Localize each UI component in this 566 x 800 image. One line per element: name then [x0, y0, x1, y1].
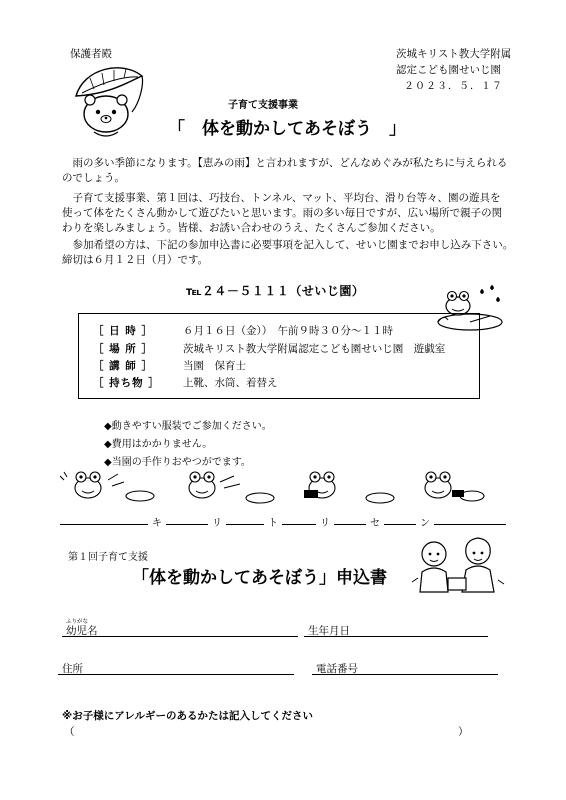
children-illustration	[408, 532, 508, 596]
cut-line-char: ト	[264, 516, 282, 532]
detail-row-instructor	[93, 359, 246, 373]
detail-row-items	[93, 376, 278, 390]
body-paragraph: のでしょう。	[62, 172, 125, 184]
cut-line-char: キ	[148, 516, 166, 532]
page-title: 「 体を動かしてあそぼう 」	[168, 119, 406, 139]
cut-line-rule	[60, 524, 506, 525]
child-name-field[interactable]	[62, 636, 298, 637]
allergy-paren-open: （	[64, 726, 75, 738]
body-paragraph: 使って体をたくさん動かして遊びたいと思います。雨の多い毎日ですが、広い場所で親子の関	[62, 207, 503, 219]
allergy-label: ※お子様にアレルギーのあるかたは記入してください	[62, 710, 314, 722]
name-furigana: ふりがな	[66, 619, 89, 625]
body-paragraph: 参加希望の方は、下記の参加申込書に必要事項を記入して、せいじ園までお申し込み下さい。	[62, 239, 514, 251]
body-paragraph: 雨の多い季節になります。【恵みの雨】と言われますが、どんなめぐみが私たちに与えられる	[62, 157, 508, 169]
event-details-box	[78, 313, 480, 399]
detail-label: ［ 持ち物 ］	[93, 377, 160, 389]
detail-value: 茨城キリスト教大学附属認定こども園せいじ園 遊戯室	[183, 343, 446, 355]
phone-field[interactable]	[312, 674, 498, 675]
detail-value: 上靴、水筒、着替え	[183, 377, 278, 389]
body-paragraph: 子育て支援事業、第１回は、巧技台、トンネル、マット、平均台、滑り台等々、園の遊具を	[62, 192, 501, 204]
body-paragraph: わりを楽しみましょう。皆様、お誘い合わせのうえ、たくさんご参加ください。	[62, 222, 441, 234]
organization-name: 茨城キリスト教大学附属	[396, 48, 512, 60]
note-item: ◆当園の手作りおやつがでます。	[104, 457, 251, 468]
detail-label: ［ 講 師 ］	[93, 360, 153, 372]
detail-label: ［ 場 所 ］	[93, 343, 153, 355]
issue-date: ２０２３．５．１７	[404, 81, 503, 92]
child-name-label: 幼児名	[66, 625, 98, 637]
form-series: 第１回子育て支援	[68, 552, 148, 563]
detail-label: ［ 日 時 ］	[93, 325, 153, 337]
organization-subname: 認定こども園せいじ園	[396, 64, 501, 76]
allergy-paren-close: ）	[458, 726, 469, 738]
form-title: 「体を動かしてあそぼう」申込書	[132, 568, 387, 588]
birthdate-field[interactable]	[304, 636, 488, 637]
birthdate-label: 生年月日	[308, 625, 350, 637]
frog-border-illustration	[60, 462, 490, 506]
cut-line-char: リ	[208, 516, 226, 532]
cut-line-char: セ	[366, 516, 384, 532]
detail-value: ６月１６日（金）） 午前９時３０分～１１時	[183, 325, 393, 337]
phone-label: 電話番号	[316, 663, 358, 675]
detail-row-datetime	[93, 324, 393, 338]
telephone-number: ℡２４－５１１１（せいじ園）	[186, 284, 365, 298]
address-label: 住所	[62, 663, 83, 675]
detail-row-place	[93, 342, 445, 356]
cut-line-char: ン	[416, 516, 434, 532]
leaf-character-illustration	[70, 62, 150, 142]
note-item: ◆動きやすい服装でご参加ください。	[104, 421, 272, 432]
detail-value: 当園 保育士	[183, 360, 246, 372]
cut-line-char: リ	[316, 516, 334, 532]
note-item: ◆費用はかかりません。	[104, 439, 213, 450]
allergy-field[interactable]	[80, 722, 456, 740]
subtitle: 子育て支援事業	[228, 100, 298, 111]
cut-line	[60, 516, 506, 532]
body-paragraph: 締切は６月１２日（月）です。	[62, 254, 209, 266]
recipient: 保護者殿	[70, 48, 112, 60]
address-field[interactable]	[58, 674, 294, 675]
